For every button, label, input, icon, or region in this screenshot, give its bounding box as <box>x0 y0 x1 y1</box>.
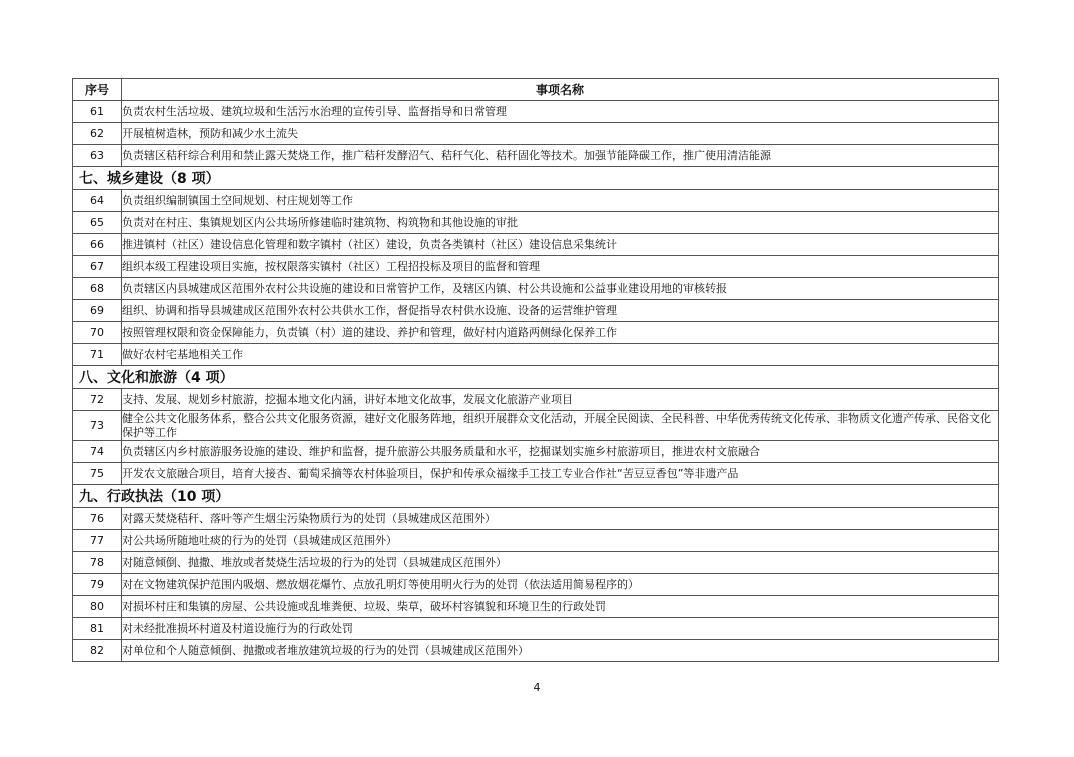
matter-name: 对损坏村庄和集镇的房屋、公共设施或乱堆粪便、垃圾、柴草，破坏村容镇貌和环境卫生的行政处罚 <box>122 596 999 618</box>
table-row <box>73 300 999 322</box>
table-row <box>73 190 999 212</box>
table-row <box>73 441 999 463</box>
matter-name: 负责辖区内县城建成区范围外农村公共设施的建设和日常管护工作，及辖区内镇、村公共设施和公益事业建设用地的审核转报 <box>122 278 999 300</box>
matter-name: 健全公共文化服务体系，整合公共文化服务资源，建好文化服务阵地，组织开展群众文化活动，开展全民阅读、全民科普、中华优秀传统文化传承、非物质文化遗产传承、民俗文化保护等工作 <box>122 411 999 441</box>
table-row <box>73 344 999 366</box>
serial-number: 64 <box>73 190 122 212</box>
matter-name: 支持、发展、规划乡村旅游，挖掘本地文化内涵，讲好本地文化故事，发展文化旅游产业项目 <box>122 389 999 411</box>
serial-number: 79 <box>73 574 122 596</box>
serial-number: 81 <box>73 618 122 640</box>
serial-number: 74 <box>73 441 122 463</box>
matter-name: 对单位和个人随意倾倒、抛撒或者堆放建筑垃圾的行为的处罚（县城建成区范围外） <box>122 640 999 662</box>
table-row <box>73 411 999 441</box>
section-row <box>73 167 999 190</box>
serial-number: 78 <box>73 552 122 574</box>
matter-name: 负责辖区内乡村旅游服务设施的建设、维护和监督，提升旅游公共服务质量和水平，挖掘谋划实施乡村旅游项目，推进农村文旅融合 <box>122 441 999 463</box>
serial-number: 69 <box>73 300 122 322</box>
serial-number: 67 <box>73 256 122 278</box>
table-row <box>73 640 999 662</box>
table-header-row <box>73 79 999 101</box>
matter-name: 对露天焚烧秸秆、落叶等产生烟尘污染物质行为的处罚（县城建成区范围外） <box>122 508 999 530</box>
serial-number: 72 <box>73 389 122 411</box>
matter-name: 开展植树造林，预防和减少水土流失 <box>122 123 999 145</box>
serial-number: 68 <box>73 278 122 300</box>
table-row <box>73 234 999 256</box>
page-number: 4 <box>533 681 541 694</box>
matter-name: 负责组织编制镇国土空间规划、村庄规划等工作 <box>122 190 999 212</box>
serial-number: 80 <box>73 596 122 618</box>
section-row <box>73 366 999 389</box>
table-row <box>73 508 999 530</box>
table-row <box>73 552 999 574</box>
serial-number: 61 <box>73 101 122 123</box>
serial-number: 82 <box>73 640 122 662</box>
header-serial-number: 序号 <box>73 79 122 101</box>
table-row <box>73 123 999 145</box>
serial-number: 62 <box>73 123 122 145</box>
table-row <box>73 530 999 552</box>
matters-table <box>72 78 999 662</box>
table-row <box>73 212 999 234</box>
matter-name: 组织本级工程建设项目实施，按权限落实镇村（社区）工程招投标及项目的监督和管理 <box>122 256 999 278</box>
serial-number: 66 <box>73 234 122 256</box>
section-title: 九、行政执法（10 项） <box>73 485 999 508</box>
serial-number: 65 <box>73 212 122 234</box>
matter-name: 推进镇村（社区）建设信息化管理和数字镇村（社区）建设，负责各类镇村（社区）建设信息采集统计 <box>122 234 999 256</box>
table-row <box>73 463 999 485</box>
serial-number: 71 <box>73 344 122 366</box>
section-title: 八、文化和旅游（4 项） <box>73 366 999 389</box>
matter-name: 对未经批准损坏村道及村道设施行为的行政处罚 <box>122 618 999 640</box>
table-row <box>73 256 999 278</box>
section-row <box>73 485 999 508</box>
matter-name: 开发农文旅融合项目，培育大接杏、葡萄采摘等农村体验项目，保护和传承众福缘手工技工专业合作社“苦豆豆香包”等非遗产品 <box>122 463 999 485</box>
serial-number: 73 <box>73 411 122 441</box>
table-row <box>73 574 999 596</box>
serial-number: 76 <box>73 508 122 530</box>
matter-name: 按照管理权限和资金保障能力，负责镇（村）道的建设、养护和管理，做好村内道路两侧绿化保养工作 <box>122 322 999 344</box>
matter-name: 负责农村生活垃圾、建筑垃圾和生活污水治理的宣传引导、监督指导和日常管理 <box>122 101 999 123</box>
table-row <box>73 322 999 344</box>
serial-number: 75 <box>73 463 122 485</box>
matter-name: 组织、协调和指导县城建成区范围外农村公共供水工作，督促指导农村供水设施、设备的运营维护管理 <box>122 300 999 322</box>
serial-number: 63 <box>73 145 122 167</box>
matter-name: 做好农村宅基地相关工作 <box>122 344 999 366</box>
serial-number: 70 <box>73 322 122 344</box>
matter-name: 对公共场所随地吐痰的行为的处罚（县城建成区范围外） <box>122 530 999 552</box>
table-row <box>73 101 999 123</box>
section-title: 七、城乡建设（8 项） <box>73 167 999 190</box>
table-row <box>73 596 999 618</box>
matter-name: 对随意倾倒、抛撒、堆放或者焚烧生活垃圾的行为的处罚（县城建成区范围外） <box>122 552 999 574</box>
table-row <box>73 278 999 300</box>
header-matter-name: 事项名称 <box>122 79 999 101</box>
table-row <box>73 389 999 411</box>
table-row <box>73 618 999 640</box>
matter-name: 对在文物建筑保护范围内吸烟、燃放烟花爆竹、点放孔明灯等使用明火行为的处罚（依法适用简易程序的） <box>122 574 999 596</box>
matter-name: 负责辖区秸秆综合利用和禁止露天焚烧工作，推广秸秆发酵沼气、秸秆气化、秸秆固化等技术。加强节能降碳工作，推广使用清洁能源 <box>122 145 999 167</box>
table-body <box>73 101 999 662</box>
matter-name: 负责对在村庄、集镇规划区内公共场所修建临时建筑物、构筑物和其他设施的审批 <box>122 212 999 234</box>
serial-number: 77 <box>73 530 122 552</box>
table-row <box>73 145 999 167</box>
